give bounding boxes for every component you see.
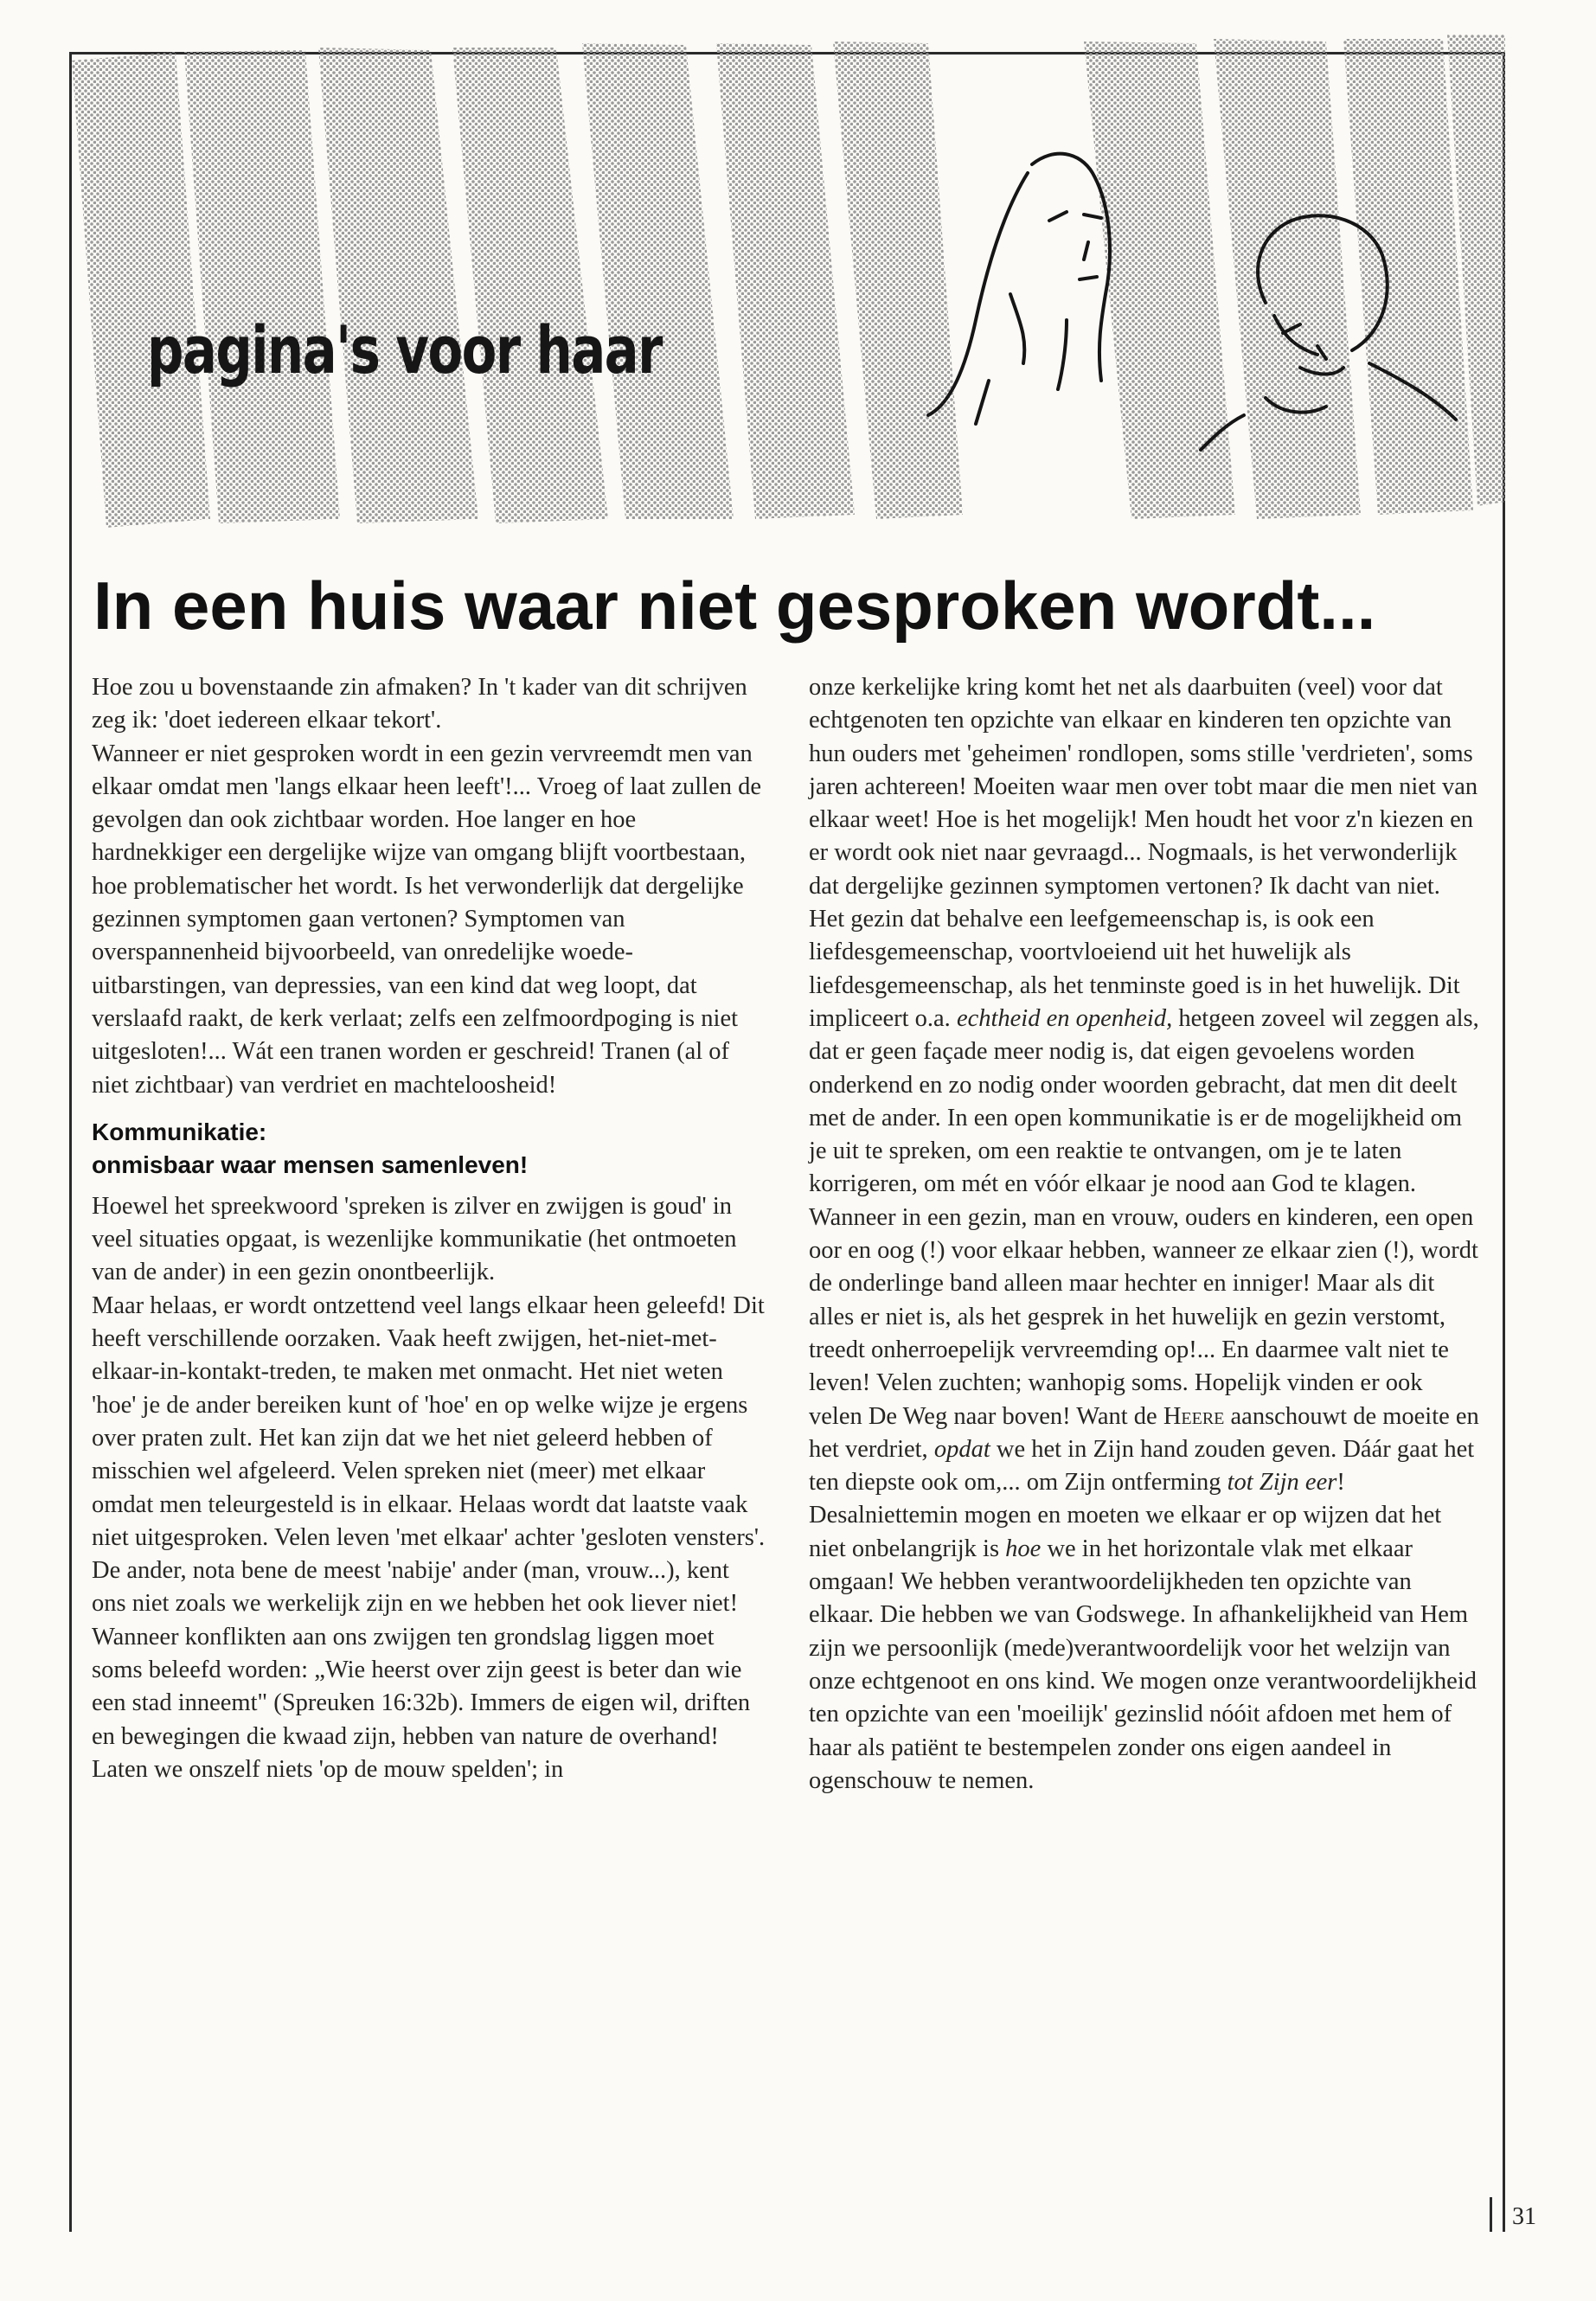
text-run: we in het horizontale vlak met elkaar omgaan! We hebben verantwoordelijkheden ten opzichte van elkaar. Die hebben we van Godswege. In afhankelijkheid van Hem zijn we persoonlijk (mede)verantwoordelijk voor het welzijn van onze echtgenoot en ons kind. We mogen onze verantwoordelijkheid ten opzichte van een 'moeilijk' gezinslid nóóit afdoen met hem of haar als patiënt te bestempelen zonder ons eigen aandeel in ogenschouw te nemen. xyxy=(809,1535,1477,1794)
section-subheading xyxy=(92,1116,766,1182)
body-paragraph: Hoewel het spreekwoord 'spreken is zilver en zwijgen is goud' in veel situaties opgaat, is wezenlijke kommunikatie (het ontmoeten van de ander) in een gezin onontbeerlijk. xyxy=(92,1192,737,1286)
emphasis-text: echtheid en openheid, xyxy=(956,1004,1173,1032)
header-illustration xyxy=(72,35,1505,545)
emphasis-text: tot Zijn eer xyxy=(1227,1469,1337,1497)
article-column-right xyxy=(809,671,1479,1798)
halftone-brush-strokes xyxy=(72,35,1505,528)
emphasis-text: opdat xyxy=(933,1435,990,1463)
woman-figure-left xyxy=(928,154,1110,424)
body-paragraph xyxy=(809,1202,1479,1500)
frame-rule xyxy=(1490,2197,1492,2232)
subheading-line2: onmisbaar waar mensen samenleven! xyxy=(92,1150,529,1178)
text-run: we het in Zijn hand zouden geven. Dáár gaat het ten diepste ook om,... om Zijn ontferming xyxy=(809,1435,1475,1497)
body-paragraph: Wanneer konflikten aan ons zwijgen ten grondslag liggen moet soms beleefd worden: „Wie heerst over zijn geest is beter dan wie een stad inneemt" (Spreuken 16:32b). Immers de eigen wil, driften en bewegingen die kwaad zijn, hebben van nature de overhand! xyxy=(92,1623,751,1750)
text-run: onze kerkelijke kring komt het net als daarbuiten (veel) voor dat echtgenoten ten opzichte van elkaar en kinderen ten opzichte van hun ouders met 'geheimen' rondlopen, soms stille 'verdrieten', soms jaren achtereen! Moeiten waar men over tobt maar die men niet van elkaar weet! Hoe is het mogelijk! Men houdt het voor z'n kiezen en er wordt ook niet naar gevraagd... Nogmaals, is het verwonderlijk dat dergelijke gezinnen symptomen vertonen? Ik dacht van niet. Het gezin dat behalve een leefgemeenschap is, is ook een liefdesgemeenschap, voortvloeiend uit het huwelijk als liefdesgemeenschap, als het tenminste goed is in het huwelijk. Dit impliceert o.a. xyxy=(809,674,1478,1032)
page-number: 31 xyxy=(1512,2203,1536,2230)
text-run: Wanneer in een gezin, man en vrouw, ouders en kinderen, een open oor en oog (!) voor elkaar hebben, wanneer ze elkaar zien (!), wordt de onderlinge band alleen maar hechter en inniger! Maar als dit alles er niet is, als het gesprek in het huwelijk en gezin verstomt, treedt onherroepelijk vervreemding op!... En daarmee valt niet te leven! Velen zuchten; wanhopig soms. Hopelijk vinden er ook velen De Weg naar boven! Want de xyxy=(809,1203,1478,1430)
body-paragraph xyxy=(809,671,1479,1202)
body-paragraph: Wanneer er niet gesproken wordt in een gezin vervreemdt men van elkaar omdat men 'langs elkaar heen leeft'!... Vroeg of laat zullen de gevolgen dan ook zichtbaar worden. Hoe langer en hoe hardnekkiger een dergelijke wijze van omgang blijft voortbestaan, hoe problematischer het wordt. Is het verwonderlijk dat dergelijke gezinnen symptomen gaan vertonen? Symptomen van overspannenheid bijvoorbeeld, van onredelijke woede-uitbarstingen, van depressies, van een kind dat weg loopt, dat verslaafd raakt, de kerk verlaat; zelfs een zelfmoordpoging is niet uitgesloten!... Wát een tranen worden er geschreid! Tranen (al of niet zichtbaar) van verdriet en machteloosheid! xyxy=(92,740,762,1099)
subheading-line1: Kommunikatie: xyxy=(92,1118,267,1145)
emphasis-text: hoe xyxy=(1005,1535,1042,1562)
text-run: ! xyxy=(1336,1469,1345,1497)
body-paragraph xyxy=(809,1499,1479,1798)
text-run: aanschouwt de moeite en het verdriet, xyxy=(809,1402,1479,1463)
body-paragraph: Laten we onszelf niets 'op de mouw spelden'; in xyxy=(92,1755,564,1783)
text-run: hetgeen zoveel wil zeggen als, dat er geen façade meer nodig is, dat eigen gevoelens worden onderkend en zo nodig onder woorden gebracht, dat men dit deelt met de ander. In een open kommunikatie is er de mogelijkheid om je uit te spreken, om een reaktie te ontvangen, om je te laten korrigeren, om mét en vóór elkaar je nood aan God te klagen. xyxy=(809,1004,1479,1198)
small-caps-text: Heere xyxy=(1163,1402,1225,1430)
text-run: Desalniettemin mogen en moeten we elkaar er op wijzen dat het niet onbelangrijk is xyxy=(809,1502,1442,1562)
article-headline: In een huis waar niet gesproken wordt... xyxy=(93,567,1376,644)
body-paragraph: Maar helaas, er wordt ontzettend veel langs elkaar heen geleefd! Dit heeft verschillende oorzaken. Vaak heeft zwijgen, het-niet-met-elkaar-in-kontakt-treden, te maken met onmacht. Het niet weten 'hoe' je de ander bereiken kunt of 'hoe' en op welke wijze je ergens over praten zult. Het kan zijn dat we het niet geleerd hebben of misschien wel afgeleerd. Velen spreken niet (meer) met elkaar omdat men teleurgesteld is in elkaar. Helaas wordt dat laatste vaak niet uitgesproken. Velen leven 'met elkaar' achter 'gesloten vensters'. De ander, nota bene de meest 'nabije' ander (man, vrouw...), kent ons niet zoals we werkelijk zijn en we hebben het ook liever niet! xyxy=(92,1292,766,1618)
intro-paragraph: Hoe zou u bovenstaande zin afmaken? In 't kader van dit schrijven zeg ik: 'doet iedereen elkaar tekort'. xyxy=(92,674,747,734)
article-column-left xyxy=(92,671,766,1786)
column-title: pagina's voor haar xyxy=(147,311,662,388)
